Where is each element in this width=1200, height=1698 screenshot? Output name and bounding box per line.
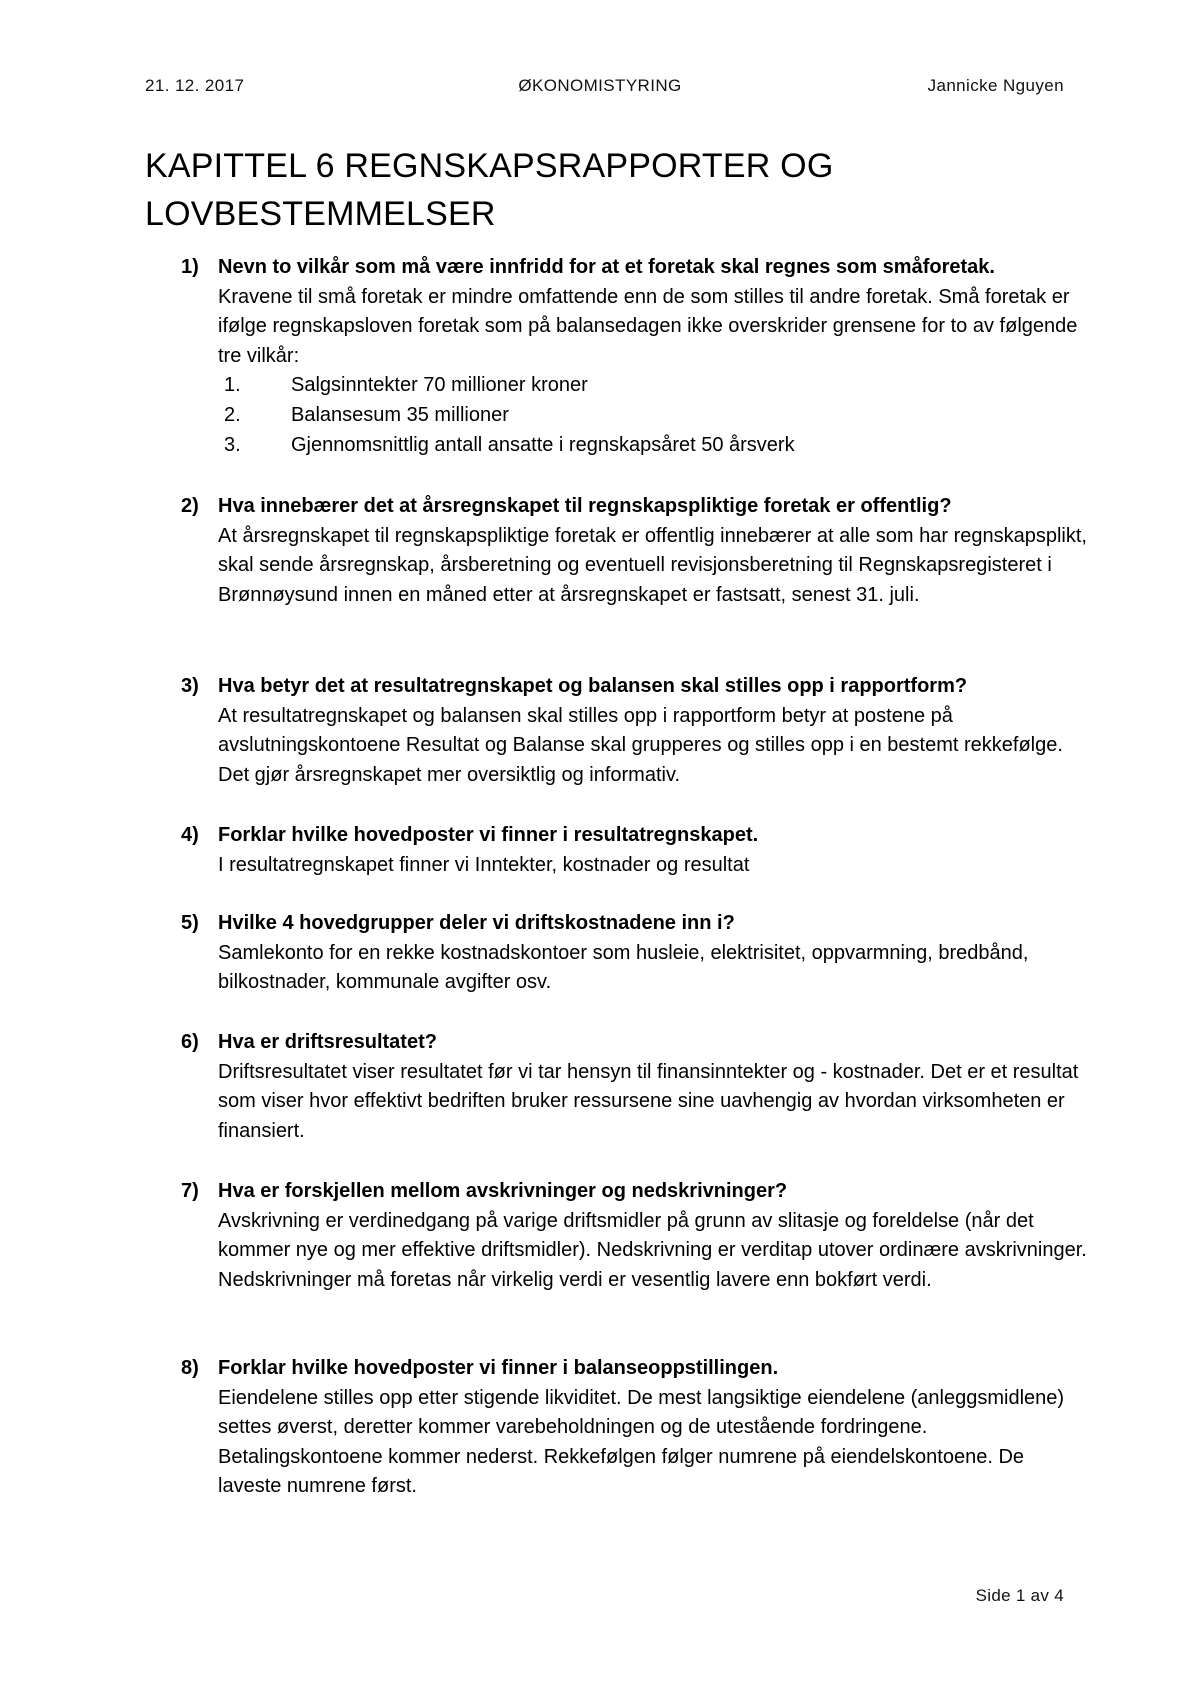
qa-body: [218, 1354, 1088, 1502]
page-number: Side 1 av 4: [975, 1586, 1064, 1605]
question-number: 1): [181, 256, 199, 278]
answer-text: At resultatregnskapet og balansen skal stilles opp i rapportform betyr at postene på avslutningskontoene Resultat og Balanse skal grupperes og stilles opp i en bestemt rekkefølge. Det gjør årsregnskapet mer oversiktlig og informativ.: [218, 704, 1063, 786]
answer-text: Driftsresultatet viser resultatet før vi tar hensyn til finansinntekter og - kostnader. Det er et resultat som viser hvor effektivt bedriften bruker ressursene sine uavhengig av hvordan virksomheten er finansiert.: [218, 1060, 1079, 1142]
question-number: 3): [181, 675, 199, 697]
answer-text: At årsregnskapet til regnskapspliktige foretak er offentlig innebærer at alle som har regnskapsplikt, skal sende årsregnskap, årsberetning og eventuell revisjonsberetning til Regnskapsregisteret i Brønnøysund innen en måned etter at årsregnskapet er fastsatt, senest 31. juli.: [218, 524, 1087, 606]
list-item: [218, 431, 1088, 461]
question-text: Forklar hvilke hovedposter vi finner i resultatregnskapet.: [218, 824, 759, 846]
question-text: Hva er forskjellen mellom avskrivninger og nedskrivninger?: [218, 1180, 788, 1202]
qa-body: [218, 253, 1088, 460]
page-title: [145, 142, 1105, 238]
question-text: Forklar hvilke hovedposter vi finner i balanseoppstillingen.: [218, 1357, 779, 1379]
criteria-list: [218, 371, 1088, 460]
question-number: 7): [181, 1180, 199, 1202]
list-item: [218, 401, 1088, 431]
list-item-number: 1.: [224, 374, 241, 397]
list-item-text: Balansesum 35 millioner: [291, 403, 509, 426]
list-item-text: Salgsinntekter 70 millioner kroner: [291, 374, 588, 397]
question-text: Hva innebærer det at årsregnskapet til regnskapspliktige foretak er offentlig?: [218, 495, 952, 517]
answer-text: Samlekonto for en rekke kostnadskontoer som husleie, elektrisitet, oppvarmning, bredbånd, bilkostnader, kommunale avgifter osv.: [218, 941, 1029, 994]
question-text: Hva betyr det at resultatregnskapet og balansen skal stilles opp i rapportform?: [218, 675, 968, 697]
question-number: 8): [181, 1357, 199, 1379]
qa-body: [218, 1177, 1088, 1295]
header-author: Jannicke Nguyen: [927, 76, 1064, 95]
qa-body: [218, 821, 1088, 880]
qa-body: [218, 492, 1088, 610]
title-line-1: KAPITTEL 6 REGNSKAPSRAPPORTER OG: [145, 147, 834, 185]
header-date: 21. 12. 2017: [145, 76, 245, 95]
question-text: Hva er driftsresultatet?: [218, 1031, 437, 1053]
question-number: 5): [181, 912, 199, 934]
qa-body: [218, 672, 1088, 790]
header-course: ØKONOMISTYRING: [518, 76, 682, 95]
question-number: 4): [181, 824, 199, 846]
qa-body: [218, 1028, 1088, 1146]
title-line-2: LOVBESTEMMELSER: [145, 195, 496, 233]
answer-text: Eiendelene stilles opp etter stigende likviditet. De mest langsiktige eiendelene (anleggsmidlene) settes øverst, deretter kommer varebeholdningen og de utestående fordringene. Betalingskontoene kommer nederst. Rekkefølgen følger numrene på eiendelskontoene. De laveste numrene først.: [218, 1386, 1065, 1498]
question-number: 2): [181, 495, 199, 517]
list-item-number: 3.: [224, 433, 241, 456]
list-item: [218, 371, 1088, 401]
question-text: Nevn to vilkår som må være innfridd for at et foretak skal regnes som småforetak.: [218, 256, 995, 278]
list-item-number: 2.: [224, 403, 241, 426]
question-number: 6): [181, 1031, 199, 1053]
answer-text: Kravene til små foretak er mindre omfattende enn de som stilles til andre foretak. Små foretak er ifølge regnskapsloven foretak som på balansedagen ikke overskrider grensene for to av følgende tre vilkår:: [218, 285, 1078, 367]
answer-text: I resultatregnskapet finner vi Inntekter, kostnader og resultat: [218, 853, 750, 876]
question-text: Hvilke 4 hovedgrupper deler vi driftskostnadene inn i?: [218, 912, 735, 934]
answer-text: Avskrivning er verdinedgang på varige driftsmidler på grunn av slitasje og foreldelse (når det kommer nye og mer effektive driftsmidler). Nedskrivning er verditap utover ordinære avskrivninger. Nedskrivninger må foretas når virkelig verdi er vesentlig lavere enn bokført verdi.: [218, 1209, 1087, 1291]
qa-body: [218, 909, 1088, 998]
list-item-text: Gjennomsnittlig antall ansatte i regnskapsåret 50 årsverk: [291, 433, 795, 456]
